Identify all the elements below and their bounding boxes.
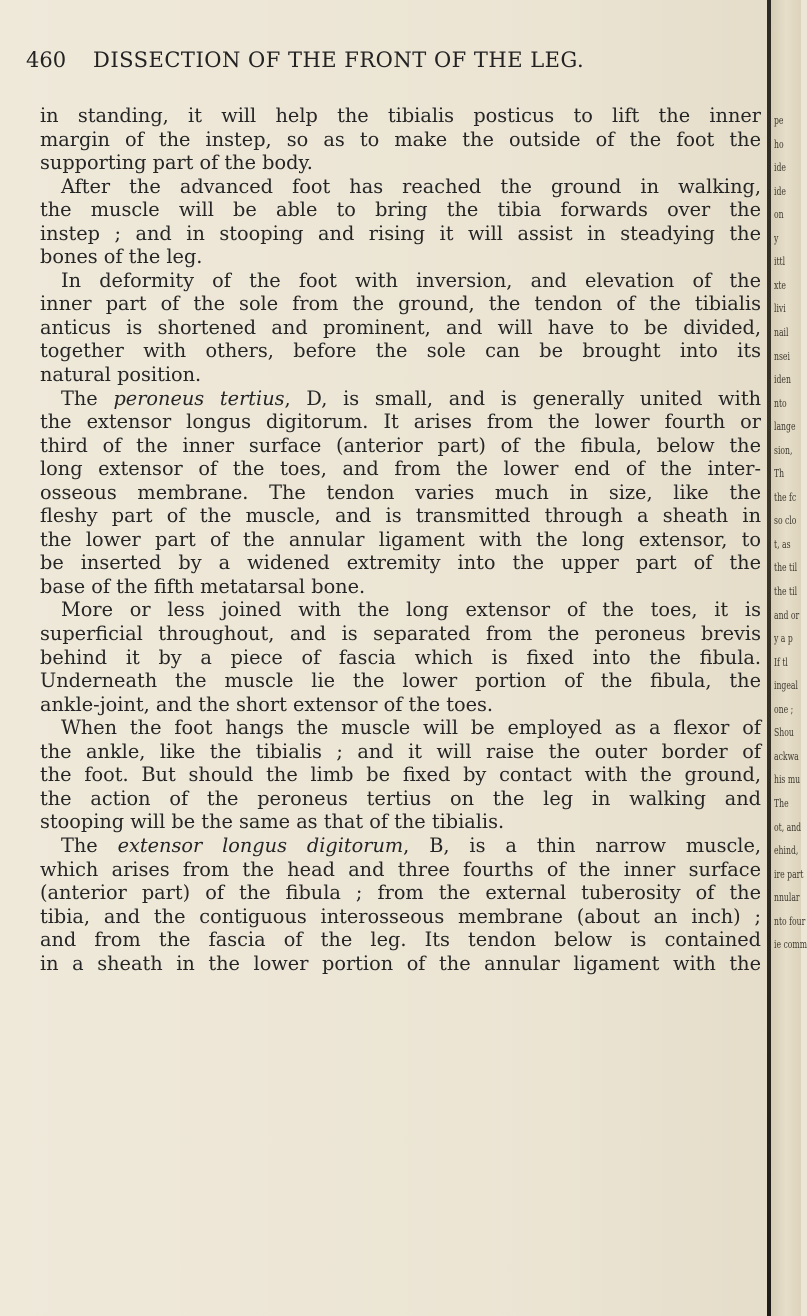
italic-term-peroneus-tertius: peroneus tertius <box>113 386 285 410</box>
text-line: in a sheath in the lower portion of the annular ligament with the <box>40 951 761 975</box>
text-line: (anterior part) of the fibula ; from the external tuberosity of the <box>40 881 761 905</box>
text-line: the muscle will be able to bring the tibia forwards over the <box>40 198 761 222</box>
text-rest: , D, is small, and is generally united with <box>284 386 762 410</box>
bleed-fragment: livi <box>774 302 786 316</box>
paragraph-start-line: After the advanced foot has reached the ground in walking, <box>61 174 761 198</box>
bleed-fragment: ire part <box>774 867 804 881</box>
bleed-fragment: ittl <box>774 255 786 269</box>
next-page-edge <box>767 0 807 1316</box>
bleed-fragment: y a p <box>774 632 793 646</box>
bleed-fragment: the fc <box>774 490 797 504</box>
text-line: and from the fascia of the leg. Its tendon below is contained <box>40 928 761 952</box>
bleed-fragment: Th <box>774 467 785 481</box>
bleed-fragment: If tl <box>774 655 788 669</box>
text-lead: The <box>61 833 118 857</box>
bleed-fragment: ide <box>774 161 786 175</box>
bleed-fragment: The <box>774 796 789 810</box>
text-line: natural position. <box>40 363 202 387</box>
bleed-fragment: ingeal <box>774 679 798 693</box>
bleed-fragment: and or <box>774 608 800 622</box>
text-line: long extensor of the toes, and from the lower end of the inter- <box>40 457 761 481</box>
bleed-fragment: t, as <box>774 537 791 551</box>
text-line: base of the fifth metatarsal bone. <box>40 574 366 598</box>
text-line: which arises from the head and three fourths of the inner surface <box>40 857 761 881</box>
bleed-fragment: ackwa <box>774 749 799 763</box>
bleed-fragment: the til <box>774 561 798 575</box>
text-line: be inserted by a widened extremity into the upper part of the <box>40 551 761 575</box>
bleed-fragment: sion, <box>774 443 793 457</box>
bleed-fragment: the til <box>774 585 798 598</box>
text-line: in standing, it will help the tibialis posticus to lift the inner <box>40 104 761 127</box>
text-line: stooping will be the same as that of the tibialis. <box>40 810 505 834</box>
paragraph-start-line: When the foot hangs the muscle will be employed as a flexor of <box>61 716 761 740</box>
text-line: together with others, before the sole can be brought into its <box>40 339 761 363</box>
bleed-fragment: nto <box>774 396 787 410</box>
bleed-fragment: ie comm <box>774 938 807 952</box>
bleed-fragment: nto four <box>774 914 806 928</box>
text-line: bones of the leg. <box>40 245 203 269</box>
paragraph-start-line: More or less joined with the long extensor of the toes, it is <box>61 598 761 622</box>
bleed-fragment: ehind, <box>774 844 799 858</box>
text-line: the extensor longus digitorum. It arises from the lower fourth or <box>40 410 761 434</box>
running-title: DISSECTION OF THE FRONT OF THE LEG. <box>93 48 585 72</box>
bleed-fragment: y <box>774 231 779 245</box>
bleed-fragment: nsei <box>774 349 790 363</box>
bleed-fragment: lange <box>774 420 796 434</box>
text-line: fleshy part of the muscle, and is transmitted through a sheath in <box>40 504 761 528</box>
bleed-fragment: pe <box>774 114 784 127</box>
bleed-fragment: his mu <box>774 773 801 787</box>
text-line: Underneath the muscle lie the lower portion of the fibula, the <box>40 669 761 693</box>
text-rest: , B, is a thin narrow muscle, <box>403 833 761 857</box>
page-fold-shadow <box>767 0 771 1316</box>
text-line: tibia, and the contiguous interosseous membrane (about an inch) ; <box>40 904 761 928</box>
text-line: instep ; and in stooping and rising it will assist in steadying the <box>40 221 761 245</box>
bleed-fragment: xte <box>774 278 786 292</box>
text-line: ankle-joint, and the short extensor of the toes. <box>40 692 494 716</box>
text-line: the action of the peroneus tertius on the leg in walking and <box>40 786 761 810</box>
bleed-fragment: so clo <box>774 514 797 528</box>
page-header <box>0 48 801 88</box>
text-line: the lower part of the annular ligament with the long extensor, to <box>40 527 761 551</box>
bleed-fragment: iden <box>774 373 791 387</box>
page-number: 460 <box>26 48 67 72</box>
text-line: margin of the instep, so as to make the outside of the foot the <box>40 127 761 151</box>
paragraph-start-line: In deformity of the foot with inversion, and elevation of the <box>61 268 761 292</box>
text-line: behind it by a piece of fascia which is fixed into the fibula. <box>40 645 761 669</box>
bleed-fragment: ot, and <box>774 820 802 834</box>
text-lead: The <box>61 386 114 410</box>
bleed-fragment: one ; <box>774 702 794 716</box>
bleed-fragment: ide <box>774 184 786 198</box>
text-line: superficial throughout, and is separated from the peroneus brevis <box>40 622 761 646</box>
bleed-fragment: nnular <box>774 891 800 905</box>
bleed-fragment: Shou <box>774 726 794 740</box>
text-line: supporting part of the body. <box>40 151 313 175</box>
paragraph-start-line <box>40 387 761 411</box>
italic-term-extensor-longus-digitorum: extensor longus digitorum <box>117 833 404 857</box>
bleed-fragment: on <box>774 208 784 222</box>
text-line: third of the inner surface (anterior part) of the fibula, below the <box>40 433 761 457</box>
bleed-fragment: nail <box>774 325 789 339</box>
paragraph-start-line <box>40 834 761 858</box>
text-line: osseous membrane. The tendon varies much in size, like the <box>40 480 761 504</box>
text-line: anticus is shortened and prominent, and will have to be divided, <box>40 315 761 339</box>
body-text <box>40 104 761 975</box>
text-line: inner part of the sole from the ground, the tendon of the tibialis <box>40 292 761 316</box>
bleed-fragment: ho <box>774 137 784 151</box>
text-line: the ankle, like the tibialis ; and it will raise the outer border of <box>40 739 761 763</box>
text-line: the foot. But should the limb be fixed by contact with the ground, <box>40 763 761 787</box>
